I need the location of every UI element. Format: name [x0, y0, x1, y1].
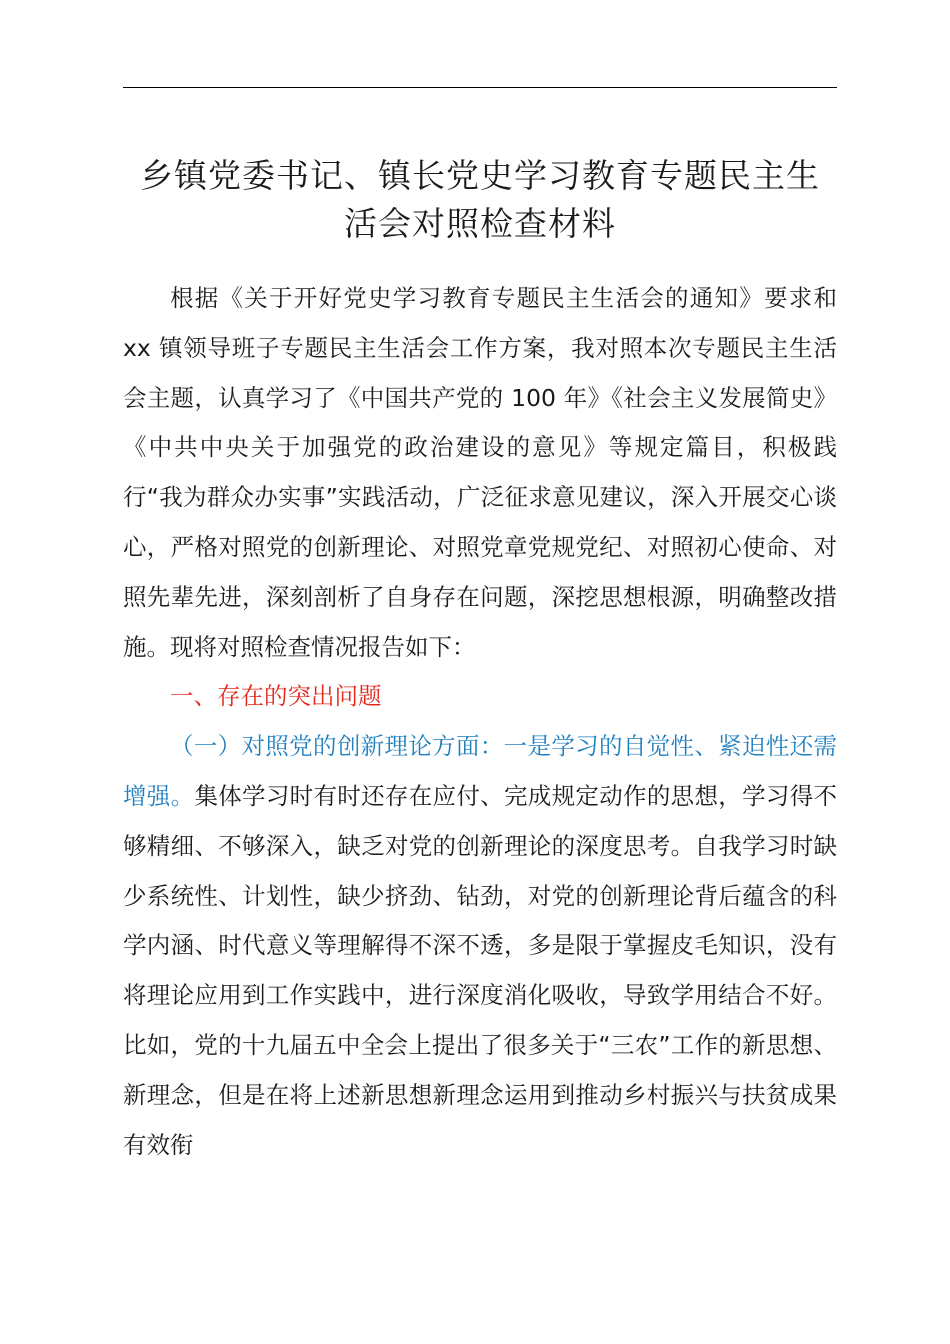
title-line-1: 乡镇党委书记、镇长党史学习教育专题民主生	[140, 156, 820, 195]
header-rule	[123, 87, 837, 88]
subsection-body: 集体学习时有时还存在应付、完成规定动作的思想，学习得不够精细、不够深入，缺乏对党的创新理论的深度思考。自我学习时缺少系统性、计划性，缺少挤劲、钻劲，对党的创新理论背后蕴含的科学内涵、时代意义等理解得不深不透，多是限于掌握皮毛知识，没有将理论应用到工作实践中，进行深度消化吸收，导致学用结合不好。比如，党的十九届五中全会上提出了很多关于“三农”工作的新思想、新理念，但是在将上述新思想新理念运用到推动乡村振兴与扶贫成果有效衔	[123, 781, 838, 1159]
title-line-2: 活会对照检查材料	[344, 204, 616, 243]
subsection-paragraph	[123, 722, 837, 1170]
subsection-heading: （一）对照党的创新理论方面：一是学习的自觉性、紧迫性还需增强。	[123, 732, 837, 810]
document-body	[123, 274, 837, 1170]
document-title	[110, 152, 850, 248]
intro-paragraph: 根据《关于开好党史学习教育专题民主生活会的通知》要求和 xx 镇领导班子专题民主生活会工作方案，我对照本次专题民主生活会主题，认真学习了《中国共产党的 100 年》《社会主义发展简史》《中共中央关于加强党的政治建设的意见》等规定篇目，积极践行“我为群众办实事”实践活动，广泛征求意见建议，深入开展交心谈心，严格对照党的创新理论、对照党章党规党纪、对照初心使命、对照先辈先进，深刻剖析了自身存在问题，深挖思想根源，明确整改措施。现将对照检查情况报告如下：	[123, 284, 837, 661]
section-heading: 一、存在的突出问题	[170, 682, 382, 711]
